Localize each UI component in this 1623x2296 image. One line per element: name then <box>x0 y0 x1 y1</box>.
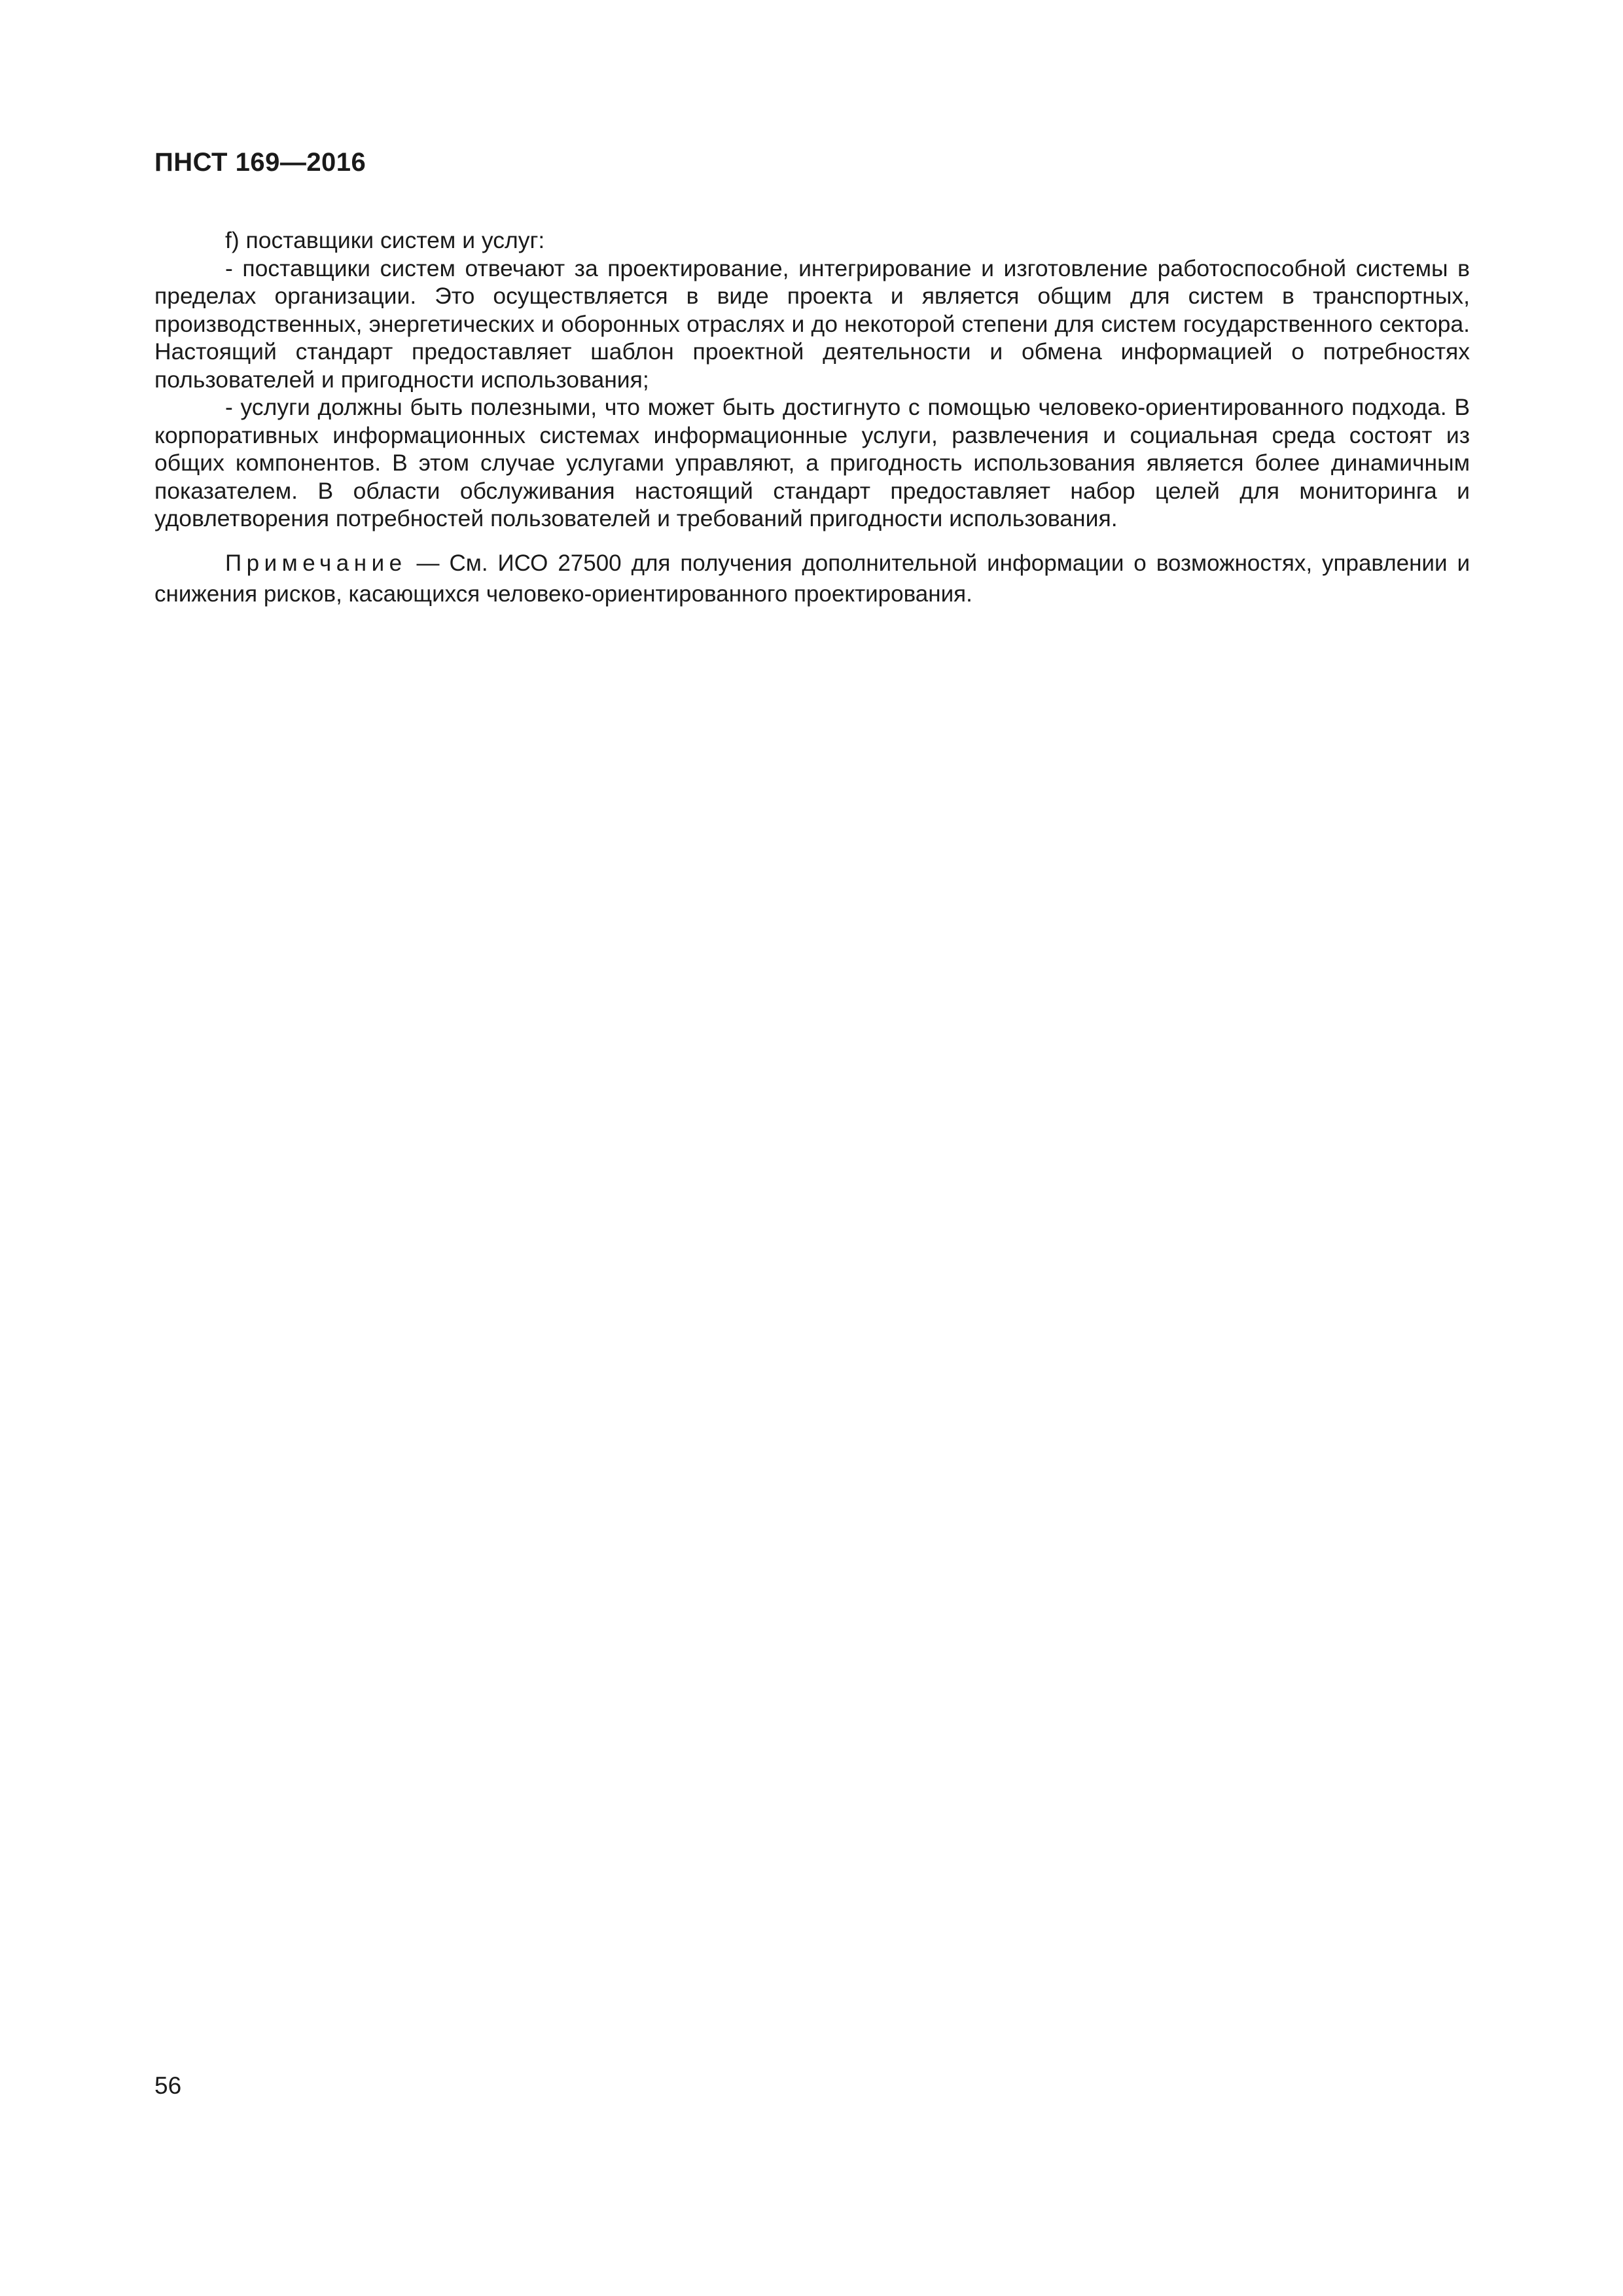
note-paragraph <box>154 548 1470 609</box>
document-body <box>154 226 1470 609</box>
note-dash: — <box>406 550 450 576</box>
page-number: 56 <box>154 2072 182 2099</box>
note-label: Примечание <box>225 550 407 576</box>
bullet-services: - услуги должны быть полезными, что может быть достигнуто с помощью человеко-ориентированного подхода. В корпоративных информационных системах информационные услуги, развлечения и социальная среда состоят из общих компонентов. В этом случае услугами управляют, а пригодность использования является более динамичным показателем. В области обслуживания настоящий стандарт предоставляет набор целей для мониторинга и удовлетворения потребностей пользователей и требований пригодности использования. <box>154 394 1470 531</box>
bullet-system-suppliers: - поставщики систем отвечают за проектирование, интегрирование и изготовление работоспособной системы в пределах организации. Это осуществляется в виде проекта и является общим для систем в транспортных, производственных, энергетических и оборонных отраслях и до некоторой степени для систем государственного сектора. Настоящий стандарт предоставляет шаблон проектной деятельности и обмена информацией о потребностях пользователей и пригодности использования; <box>154 255 1470 393</box>
list-item-f: f) поставщики систем и услуг: <box>225 227 545 253</box>
document-header: ПНСТ 169—2016 <box>154 148 366 177</box>
note-text: См. ИСО 27500 для получения дополнительной информации о возможностях, управлении и снижения рисков, касающихся человеко-ориентированного проектирования. <box>154 550 1471 607</box>
